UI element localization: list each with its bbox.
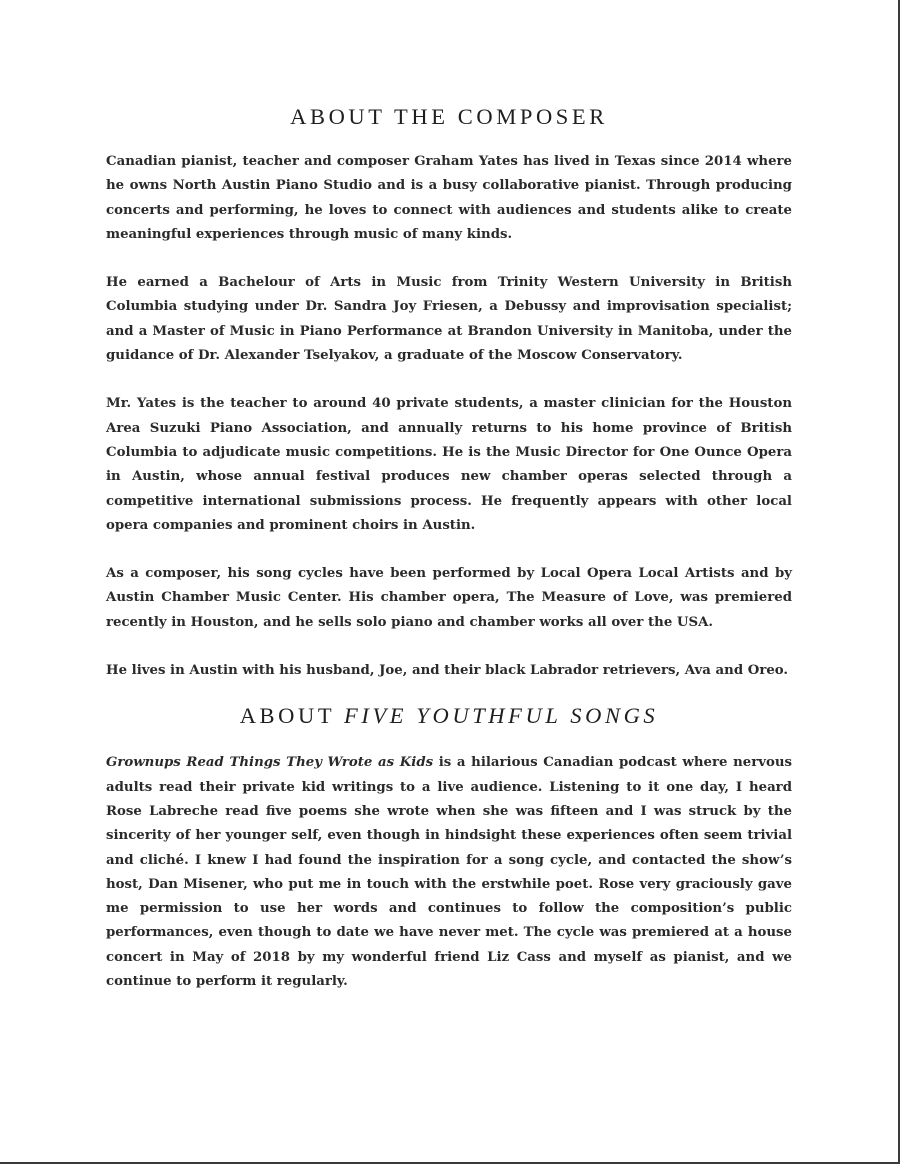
composer-bio-paragraph-4: As a composer, his song cycles have been performed by Local Opera Local Artists and by Austin Chamber Music Center. His chamber opera, The Measure of Love, was premiered recently in Houston, and he sells solo piano and chamber works all over the USA. — [106, 566, 792, 630]
composer-bio-paragraph-2: He earned a Bachelour of Arts in Music from Trinity Western University in British Columbia studying under Dr. Sandra Joy Friesen, a Debussy and improvisation specialist; and a Master of Music in Piano Performance at Brandon University in Manitoba, under the guidance of Dr. Alexander Tselyakov, a graduate of the Moscow Conservatory. — [106, 275, 792, 364]
composer-bio-paragraph-5: He lives in Austin with his husband, Joe, and their black Labrador retrievers, Ava and Oreo. — [106, 663, 789, 679]
composer-bio-paragraph-3: Mr. Yates is the teacher to around 40 private students, a master clinician for the Houston Area Suzuki Piano Association, and annually returns to his home province of British Columbia to adjudicate music competitions. He is the Music Director for One Ounce Opera in Austin, whose annual festival produces new chamber operas selected through a competitive international submissions process. He frequently appears with other local opera companies and prominent choirs in Austin. — [106, 396, 792, 533]
about-songs-heading — [106, 703, 792, 729]
page-content — [106, 104, 792, 1018]
about-composer-heading: ABOUT THE COMPOSER — [290, 104, 608, 129]
songs-description-text: is a hilarious Canadian podcast where nervous adults read their private kid writings to a live audience. Listening to it one day, I heard Rose Labreche read five poems she wrote when she was fifteen and I was struck by the sincerity of her younger self, even though in hindsight these experiences often seem trivial and cliché. I knew I had found the inspiration for a song cycle, and contacted the show’s host, Dan Misener, who put me in touch with the erstwhile poet. Rose very graciously gave me permission to use her words and continues to follow the composition’s public performances, even though to date we have never met. The cycle was premiered at a house concert in May of 2018 by my wonderful friend Liz Cass and myself as pianist, and we continue to perform it regularly. — [106, 755, 792, 990]
composer-bio-paragraph-1: Canadian pianist, teacher and composer Graham Yates has lived in Texas since 2014 where he owns North Austin Piano Studio and is a busy collaborative pianist. Through producing concerts and performing, he loves to connect with audiences and students alike to create meaningful experiences through music of many kinds. — [106, 154, 792, 242]
about-songs-heading-title: FIVE YOUTHFUL SONGS — [344, 703, 659, 729]
podcast-title: Grownups Read Things They Wrote as Kids — [106, 755, 434, 771]
songs-description-paragraph — [106, 751, 792, 994]
about-songs-heading-prefix: ABOUT — [239, 703, 345, 729]
